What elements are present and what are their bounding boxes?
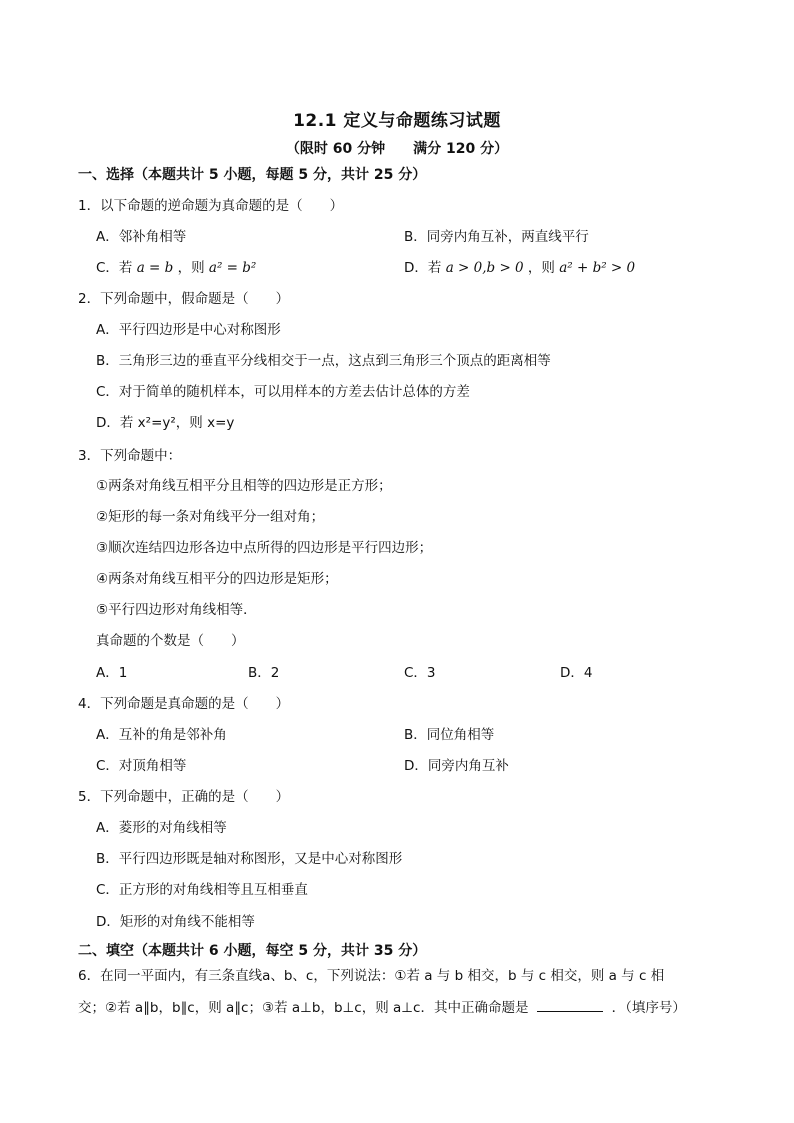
option-d-condition: a > 0,b > 0: [445, 260, 524, 276]
page-title: 12.1 定义与命题练习试题: [293, 111, 501, 131]
question-5-option-b: B．平行四边形既是轴对称图形，又是中心对称图形: [96, 851, 403, 867]
question-3-statement-3: ③顺次连结四边形各边中点所得的四边形是平行四边形；: [96, 540, 433, 556]
question-2-option-c: C．对于简单的随机样本，可以用样本的方差去估计总体的方差: [96, 384, 470, 400]
option-c-conclusion: a² = b²: [208, 260, 257, 276]
option-c-then: ，则: [173, 260, 209, 276]
question-6-note: ．（填序号）: [611, 1000, 686, 1016]
question-3-stem: 3．下列命题中：: [78, 448, 182, 464]
question-3-statement-5: ⑤平行四边形对角线相等．: [96, 602, 257, 618]
question-6-line-1: 6．在同一平面内，有三条直线a、b、c，下列说法：①若 a 与 b 相交，b 与 c 相交，则 a 与 c 相: [78, 968, 665, 984]
option-c-condition: a = b: [136, 260, 174, 276]
answer-blank[interactable]: [537, 997, 603, 1012]
question-5-stem: 5．下列命题中，正确的是（ ）: [78, 789, 290, 805]
question-5-option-c: C．正方形的对角线相等且互相垂直: [96, 882, 308, 898]
question-3-statement-2: ②矩形的每一条对角线平分一组对角；: [96, 509, 325, 525]
question-1-option-c: [96, 258, 256, 278]
option-d-prefix: D．若: [404, 260, 446, 276]
page-subtitle: [0, 138, 794, 158]
question-5-option-d: D．矩形的对角线不能相等: [96, 914, 255, 930]
option-c-prefix: C．若: [96, 260, 137, 276]
question-3-option-d: D．4: [560, 665, 593, 681]
question-4-option-b: B．同位角相等: [404, 727, 495, 743]
question-2-option-a: A．平行四边形是中心对称图形: [96, 322, 281, 338]
total-score: 满分 120 分）: [413, 141, 509, 157]
question-4-option-d: D．同旁内角互补: [404, 758, 509, 774]
time-limit: （限时 60 分钟: [285, 141, 386, 157]
question-2-option-b: B．三角形三边的垂直平分线相交于一点，这点到三角形三个顶点的距离相等: [96, 353, 551, 369]
question-1-option-a: A．邻补角相等: [96, 229, 187, 245]
question-3-ask: 真命题的个数是（ ）: [96, 633, 245, 649]
question-3-statement-1: ①两条对角线互相平分且相等的四边形是正方形；: [96, 478, 392, 494]
question-4-option-a: A．互补的角是邻补角: [96, 727, 227, 743]
question-6-line-2: [78, 997, 686, 1018]
question-1-option-d: [404, 258, 635, 278]
question-5-option-a: A．菱形的对角线相等: [96, 820, 227, 836]
question-3-option-c: C．3: [404, 665, 436, 681]
option-d-then: ，则: [523, 260, 560, 276]
question-2-option-d: D．若 x²=y²，则 x=y: [96, 415, 235, 431]
question-3-option-a: A．1: [96, 665, 128, 681]
question-4-stem: 4．下列命题是真命题的是（ ）: [78, 696, 290, 712]
question-6-text: 交；②若 a∥b，b∥c，则 a∥c；③若 a⊥b，b⊥c，则 a⊥c．其中正确命题是: [78, 1000, 529, 1016]
section-heading-choice: 一、选择（本题共计 5 小题，每题 5 分，共计 25 分）: [78, 167, 427, 183]
option-d-conclusion: a² + b² > 0: [559, 260, 636, 276]
question-1-stem: 1．以下命题的逆命题为真命题的是（ ）: [78, 198, 344, 214]
section-heading-fill-in: 二、填空（本题共计 6 小题，每空 5 分，共计 35 分）: [78, 943, 427, 959]
question-4-option-c: C．对顶角相等: [96, 758, 187, 774]
question-3-statement-4: ④两条对角线互相平分的四边形是矩形；: [96, 571, 338, 587]
question-3-option-b: B．2: [248, 665, 280, 681]
question-1-option-b: B．同旁内角互补，两直线平行: [404, 229, 589, 245]
question-2-stem: 2．下列命题中，假命题是（ ）: [78, 291, 290, 307]
